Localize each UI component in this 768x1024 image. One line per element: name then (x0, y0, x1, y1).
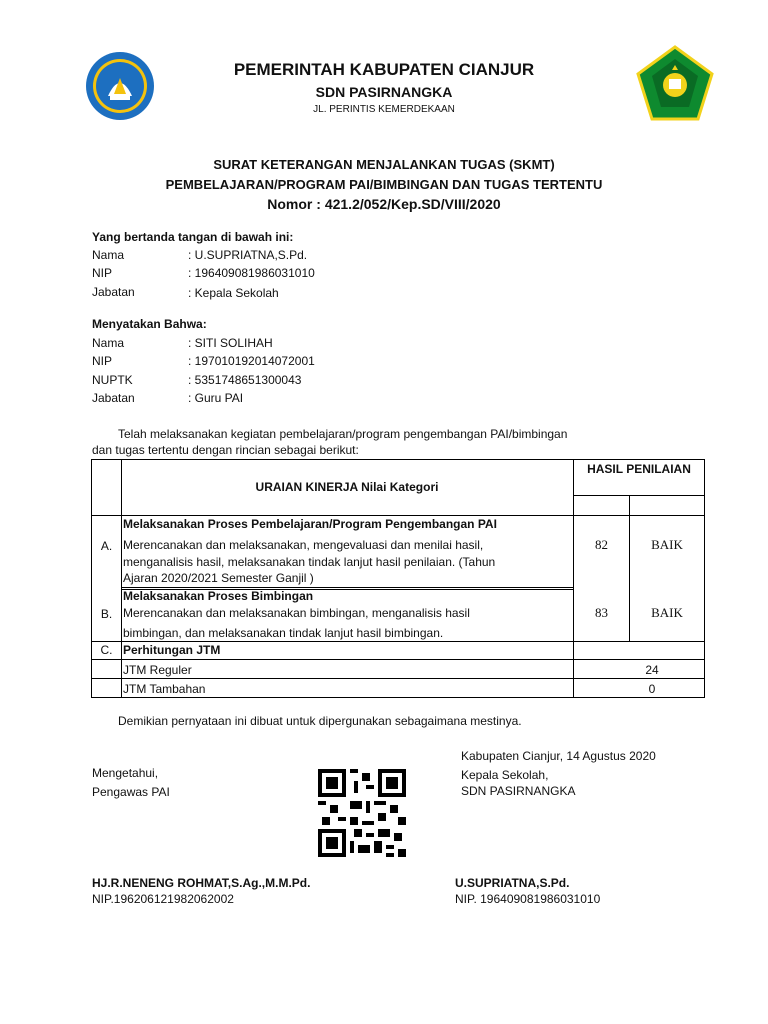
row-a-line-3: Ajaran 2020/2021 Semester Ganjil ) (123, 571, 314, 585)
principal-name: U.SUPRIATNA,S.Pd. (455, 876, 570, 890)
letter-subtitle: PEMBELAJARAN/PROGRAM PAI/BIMBINGAN DAN TUGAS TERTENTU (165, 177, 603, 192)
principal-nip: NIP. 196409081986031010 (455, 892, 601, 906)
signer-heading: Yang bertanda tangan di bawah ini: (92, 230, 294, 244)
supervisor-nip: NIP.196206121982062002 (92, 892, 234, 906)
row-b-category: BAIK (651, 605, 683, 620)
qr-code-icon (318, 768, 406, 858)
subject-nuptk-value: : 5351748651300043 (188, 373, 302, 387)
subject-name-value: : SITI SOLIHAH (188, 336, 273, 350)
row-a-line-1: Merencanakan dan melaksanakan, mengevaluasi dan menilai hasil, (123, 538, 484, 552)
header-address: JL. PERINTIS KEMERDEKAAN (313, 104, 455, 115)
row-a-letter: A. (100, 539, 113, 553)
header-school-name: SDN PASIRNANGKA (315, 84, 453, 100)
table-header-hasil: HASIL PENILAIAN (587, 462, 691, 476)
jtm-tambahan-label: JTM Tambahan (123, 682, 206, 696)
row-b-line-1: Merencanakan dan melaksanakan bimbingan, menganalisis hasil (123, 606, 470, 620)
jtm-reguler-label: JTM Reguler (123, 663, 192, 677)
signer-nip-value: : 196409081986031010 (188, 266, 315, 280)
row-c-letter: C. (100, 643, 113, 657)
closing-statement: Demikian pernyataan ini dibuat untuk dipergunakan sebagaimana mestinya. (118, 714, 522, 728)
subject-nuptk-label: NUPTK (92, 373, 133, 387)
signer-position-value: : Kepala Sekolah (188, 286, 279, 300)
jtm-tambahan-value: 0 (648, 682, 656, 696)
row-b-title: Melaksanakan Proses Bimbingan (123, 589, 314, 603)
jtm-reguler-value: 24 (645, 663, 659, 677)
row-a-category: BAIK (651, 537, 683, 552)
signer-name-label: Nama (92, 248, 125, 262)
signer-nip-label: NIP (92, 266, 113, 280)
row-a-score: 82 (595, 537, 608, 552)
row-b-score: 83 (595, 605, 608, 620)
subject-name-label: Nama (92, 336, 125, 350)
table-header-uraian: URAIAN KINERJA Nilai Kategori (255, 480, 439, 494)
signer-name-value: : U.SUPRIATNA,S.Pd. (188, 248, 308, 262)
subject-position-label: Jabatan (92, 391, 135, 405)
acknowledged-label: Mengetahui, (92, 766, 159, 780)
supervisor-name: HJ.R.NENENG ROHMAT,S.Ag.,M.M.Pd. (92, 876, 311, 890)
supervisor-title: Pengawas PAI (92, 785, 170, 799)
subject-heading: Menyatakan Bahwa: (92, 317, 207, 331)
paragraph-line-2: dan tugas tertentu dengan rincian sebagai berikut: (92, 443, 359, 457)
row-b-letter: B. (100, 607, 113, 621)
row-a-line-2: menganalisis hasil, melaksanakan tindak lanjut hasil penilaian. (Tahun (123, 555, 496, 569)
subject-nip-label: NIP (92, 354, 113, 368)
letter-title: SURAT KETERANGAN MENJALANKAN TUGAS (SKMT) (213, 157, 555, 172)
principal-school: SDN PASIRNANGKA (461, 784, 576, 798)
principal-title: Kepala Sekolah, (461, 768, 549, 782)
row-b-line-2: bimbingan, dan melaksanakan tindak lanjut hasil bimbingan. (123, 626, 444, 640)
signer-position-label: Jabatan (92, 285, 135, 299)
row-a-title: Melaksanakan Proses Pembelajaran/Program Pengembangan PAI (123, 517, 497, 531)
letter-number: Nomor : 421.2/052/Kep.SD/VIII/2020 (267, 196, 501, 212)
subject-position-value: : Guru PAI (188, 391, 244, 405)
subject-nip-value: : 197010192014072001 (188, 354, 315, 368)
header-government-name: PEMERINTAH KABUPATEN CIANJUR (233, 60, 535, 79)
paragraph-line-1: Telah melaksanakan kegiatan pembelajaran/program pengembangan PAI/bimbingan (118, 427, 568, 441)
place-date: Kabupaten Cianjur, 14 Agustus 2020 (461, 749, 656, 763)
row-c-title: Perhitungan JTM (123, 643, 221, 657)
